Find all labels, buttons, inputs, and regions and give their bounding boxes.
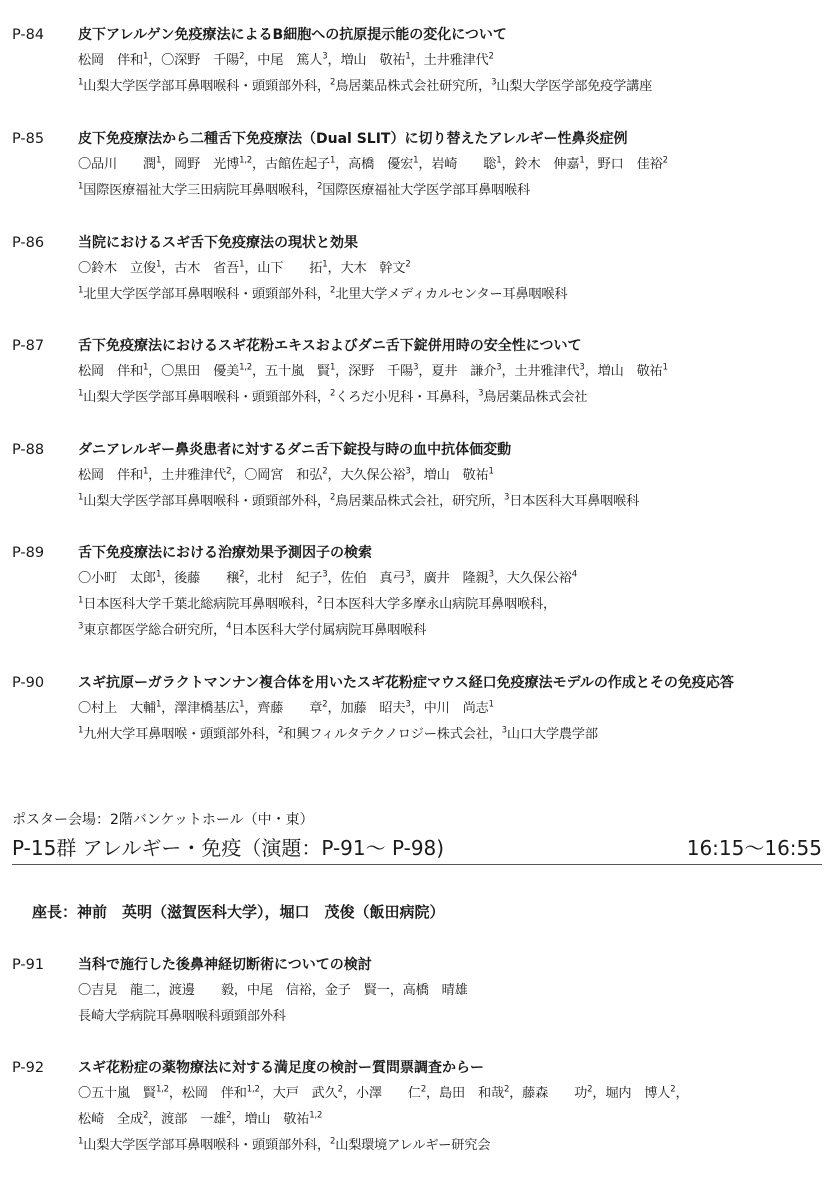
abstract-title: 皮下アレルゲン免疫療法によるB細胞への抗原提示能の変化について: [78, 27, 507, 43]
session-time: 16:15〜16:55: [686, 836, 822, 860]
abstract-title: 当院におけるスギ舌下免疫療法の現状と効果: [78, 235, 358, 251]
text-segment: ，増山 敬祐: [584, 364, 663, 379]
abstract-id: P-92: [12, 1060, 45, 1076]
abstract-authors: [78, 1107, 824, 1133]
abstract-authors: [78, 152, 824, 178]
abstract-affiliations: [78, 1133, 824, 1159]
abstract-authors: [78, 359, 824, 385]
text-segment: ，深野 千陽: [335, 364, 414, 379]
text-segment: 鳥居薬品株式会社研究所，: [335, 79, 492, 94]
text-segment: ，大戸 武久: [259, 1086, 338, 1101]
text-segment: ，小澤 仁: [342, 1086, 421, 1101]
affiliation-marker: 2: [405, 259, 411, 270]
affiliation-marker: 2: [142, 1110, 149, 1121]
affiliation-marker: 1: [78, 595, 84, 606]
affiliation-marker: 3: [413, 362, 419, 373]
text-segment: 山口大学農学部: [506, 727, 598, 742]
text-segment: 日本医科大学付属病院耳鼻咽喉科: [231, 623, 427, 638]
affiliation-marker: 1: [155, 155, 162, 166]
abstract-affiliations: [78, 74, 824, 100]
text-segment: 山梨環境アレルギー研究会: [335, 1138, 491, 1153]
abstract-id: P-90: [12, 675, 45, 691]
text-segment: 日本医科大学多摩永山病院耳鼻咽喉科，: [322, 597, 556, 612]
text-segment: ，堀内 博人: [592, 1086, 671, 1101]
affiliation-marker: 2: [239, 569, 245, 580]
abstract-affiliations: [78, 178, 824, 204]
abstract-body: [78, 126, 824, 204]
affiliation-marker: 1: [155, 699, 162, 710]
text-segment: ，澤津橋基広: [161, 701, 240, 716]
abstract-title: 舌下免疫療法における治療効果予測因子の検索: [78, 545, 372, 561]
text-segment: ，藤森 功: [509, 1086, 588, 1101]
affiliation-marker: 1: [142, 362, 149, 373]
abstract-authors: [78, 48, 824, 74]
affiliation-marker: 1: [78, 492, 84, 503]
abstract-id: P-87: [12, 338, 45, 354]
text-segment: 東京都医学総合研究所，: [83, 623, 227, 638]
text-segment: 〇小町 太郎: [78, 571, 156, 586]
text-segment: ，岩崎 聡: [418, 157, 497, 172]
affiliation-marker: 3: [405, 699, 411, 710]
abstract-title: 皮下免疫療法から二種舌下免疫療法（Dual SLIT）に切り替えたアレルギー性鼻炎症例: [78, 131, 628, 147]
text-segment: ，〇黒田 優美: [148, 364, 240, 379]
affiliation-marker: 2: [322, 699, 328, 710]
text-segment: ，増山 敬祐: [231, 1112, 310, 1127]
text-segment: ，渡部 一雄: [148, 1112, 227, 1127]
text-segment: 鳥居薬品株式会社: [483, 390, 588, 405]
affiliation-marker: 2: [329, 388, 336, 399]
affiliation-marker: 2: [329, 77, 336, 88]
text-segment: ，五十嵐 賢: [252, 364, 330, 379]
affiliation-marker: 1: [405, 51, 411, 62]
text-segment: ，土井雅津代: [410, 53, 489, 68]
affiliation-marker: 3: [322, 51, 328, 62]
affiliation-marker: 1,2: [246, 1084, 260, 1095]
abstract-authors: [78, 256, 824, 282]
text-segment: 松岡 伴和: [78, 53, 143, 68]
text-segment: 〇吉見 龍二，渡邊 毅，中尾 信裕，金子 賢一，高橋 晴雄: [78, 983, 468, 998]
text-segment: ，古木 省吾: [161, 261, 240, 276]
text-segment: ，後藤 穣: [161, 571, 240, 586]
text-segment: ，中川 尚志: [410, 701, 489, 716]
text-segment: ，古館佐起子: [252, 157, 330, 172]
text-segment: 北里大学メディカルセンター耳鼻咽喉科: [335, 287, 568, 302]
affiliation-marker: 1: [322, 259, 328, 270]
affiliation-marker: 1: [413, 155, 419, 166]
affiliation-marker: 4: [226, 621, 232, 632]
affiliation-marker: 2: [420, 1084, 427, 1095]
abstract-authors: [78, 463, 824, 489]
text-segment: 〇村上 大輔: [78, 701, 156, 716]
affiliation-marker: 2: [226, 466, 232, 477]
affiliation-marker: 1: [662, 362, 668, 373]
session-header: [12, 834, 822, 865]
abstract-affiliations: [78, 489, 824, 515]
text-segment: ，佐伯 真弓: [327, 571, 406, 586]
text-segment: 〇鈴木 立俊: [78, 261, 156, 276]
affiliation-marker: 1: [78, 77, 84, 88]
affiliation-marker: 2: [587, 1084, 593, 1095]
affiliation-marker: 1: [78, 1136, 84, 1147]
affiliation-marker: 1: [78, 285, 84, 296]
affiliation-marker: 1: [488, 466, 494, 477]
abstract-affiliations: [78, 385, 824, 411]
affiliation-marker: 2: [488, 51, 494, 62]
affiliation-marker: 3: [501, 725, 507, 736]
text-segment: 〇品川 潤: [78, 157, 156, 172]
text-segment: ，大久保公裕: [493, 571, 572, 586]
abstract-title: 当科で施行した後鼻神経切断術についての検討: [78, 957, 372, 973]
affiliation-marker: 2: [322, 466, 328, 477]
text-segment: 山梨大学医学部免疫学講座: [496, 79, 653, 94]
affiliation-marker: 1: [78, 181, 84, 192]
affiliation-marker: 1,2: [309, 1110, 323, 1121]
text-segment: くろだ小児科・耳鼻科，: [335, 390, 479, 405]
abstract-authors: [78, 592, 824, 618]
affiliation-marker: 1: [579, 155, 585, 166]
text-segment: ，岡野 光博: [161, 157, 240, 172]
abstract-body: [78, 333, 824, 411]
text-segment: ，増山 敬祐: [410, 468, 489, 483]
text-segment: 国際医療福祉大学医学部耳鼻咽喉科: [322, 183, 531, 198]
text-segment: ，土井雅津代: [148, 468, 227, 483]
text-segment: ，島田 和哉: [426, 1086, 504, 1101]
text-segment: 鳥居薬品株式会社，研究所，: [335, 494, 505, 509]
text-segment: 山梨大学医学部耳鼻咽喉科・頭頸部外科，: [83, 1138, 330, 1153]
text-segment: 北里大学医学部耳鼻咽喉科・頭頸部外科，: [83, 287, 330, 302]
abstract-authors: [78, 696, 824, 722]
text-segment: ，土井雅津代: [501, 364, 580, 379]
text-segment: ，野口 佳裕: [584, 157, 663, 172]
affiliation-marker: 2: [239, 51, 245, 62]
text-segment: ，夏井 謙介: [418, 364, 497, 379]
abstract-authors: [78, 978, 824, 1004]
affiliation-marker: 1: [78, 388, 84, 399]
text-segment: 九州大学耳鼻咽喉・頭頸部外科，: [83, 727, 279, 742]
affiliation-marker: 1: [488, 699, 494, 710]
text-segment: 〇五十嵐 賢: [78, 1086, 156, 1101]
affiliation-marker: 3: [78, 621, 84, 632]
affiliation-marker: 1,2: [239, 362, 252, 373]
text-segment: 日本医科大学千葉北総病院耳鼻咽喉科，: [83, 597, 317, 612]
affiliation-marker: 3: [579, 362, 585, 373]
affiliation-marker: 1,2: [239, 155, 253, 166]
text-segment: ，〇岡宮 和弘: [231, 468, 323, 483]
abstract-affiliations: [78, 618, 824, 644]
abstract-id: P-89: [12, 545, 45, 561]
affiliation-marker: 1: [155, 569, 162, 580]
text-segment: 松岡 伴和: [78, 468, 143, 483]
text-segment: 長崎大学病院耳鼻咽喉科頭頸部外科: [78, 1009, 286, 1024]
text-segment: 日本医科大耳鼻咽喉科: [509, 494, 640, 509]
abstract-body: [78, 540, 824, 644]
text-segment: 山梨大学医学部耳鼻咽喉科・頭頸部外科，: [83, 494, 330, 509]
abstract-id: P-88: [12, 442, 45, 458]
text-segment: ，大久保公裕: [327, 468, 406, 483]
affiliation-marker: 4: [571, 569, 577, 580]
abstract-title: スギ抗原ーガラクトマンナン複合体を用いたスギ花粉症マウス経口免疫療法モデルの作成とその免疫応答: [78, 675, 734, 691]
affiliation-marker: 2: [317, 595, 323, 606]
text-segment: ，松岡 伴和: [168, 1086, 247, 1101]
abstract-body: [78, 230, 824, 308]
abstract-body: [78, 1055, 824, 1159]
abstract-body: [78, 437, 824, 515]
affiliation-marker: 3: [478, 388, 484, 399]
abstract-affiliations: [78, 282, 824, 308]
affiliation-marker: 1: [239, 259, 245, 270]
abstract-body: [78, 952, 824, 1030]
affiliation-marker: 3: [405, 569, 411, 580]
text-segment: 松崎 全成: [78, 1112, 143, 1127]
text-segment: ，山下 拓: [244, 261, 323, 276]
abstract-id: P-85: [12, 131, 45, 147]
affiliation-marker: 1: [142, 51, 149, 62]
affiliation-marker: 2: [278, 725, 284, 736]
abstract-title: ダニアレルギー鼻炎患者に対するダニ舌下錠投与時の血中抗体価変動: [78, 442, 512, 458]
abstract-title: スギ花粉症の薬物療法に対する満足度の検討ー質問票調査からー: [78, 1060, 484, 1076]
affiliation-marker: 2: [503, 1084, 510, 1095]
affiliation-marker: 2: [329, 285, 336, 296]
text-segment: ，鈴木 伸嘉: [501, 157, 580, 172]
affiliation-marker: 3: [496, 362, 502, 373]
abstract-authors: [78, 566, 824, 592]
affiliation-marker: 1: [329, 155, 336, 166]
affiliation-marker: 1: [155, 259, 162, 270]
text-segment: ，齊藤 章: [244, 701, 323, 716]
abstract-title: 舌下免疫療法におけるスギ花粉エキスおよびダニ舌下錠併用時の安全性について: [78, 338, 582, 354]
text-segment: ，加藤 昭夫: [327, 701, 406, 716]
abstract-id: P-86: [12, 235, 45, 251]
abstract-affiliations: [78, 722, 824, 748]
abstract-body: [78, 670, 824, 748]
text-segment: 松岡 伴和: [78, 364, 143, 379]
abstract-body: [78, 22, 824, 100]
abstract-authors: [78, 1081, 824, 1107]
affiliation-marker: 2: [329, 1136, 336, 1147]
abstract-id: P-91: [12, 957, 45, 973]
affiliation-marker: 1,2: [155, 1084, 169, 1095]
text-segment: 山梨大学医学部耳鼻咽喉科・頭頸部外科，: [83, 79, 330, 94]
text-segment: 和興フィルタテクノロジー株式会社，: [283, 727, 502, 742]
affiliation-marker: 3: [488, 569, 494, 580]
affiliation-marker: 1: [142, 466, 149, 477]
poster-venue: ポスター会場：2階バンケットホール（中・東）: [12, 812, 314, 828]
affiliation-marker: 2: [337, 1084, 343, 1095]
text-segment: ，: [675, 1086, 689, 1101]
affiliation-marker: 2: [670, 1084, 676, 1095]
text-segment: ，中尾 篤人: [244, 53, 323, 68]
affiliation-marker: 2: [317, 181, 323, 192]
text-segment: ，廣井 隆親: [410, 571, 489, 586]
affiliation-marker: 1: [496, 155, 502, 166]
text-segment: ，増山 敬祐: [327, 53, 406, 68]
text-segment: 山梨大学医学部耳鼻咽喉科・頭頸部外科，: [83, 390, 330, 405]
session-chairs: 座長：神前 英明（滋賀医科大学），堀口 茂俊（飯田病院）: [32, 903, 445, 921]
affiliation-marker: 3: [491, 77, 497, 88]
affiliation-marker: 2: [226, 1110, 232, 1121]
affiliation-marker: 1: [78, 725, 84, 736]
affiliation-marker: 3: [405, 466, 411, 477]
text-segment: ，北村 紀子: [244, 571, 323, 586]
affiliation-marker: 3: [504, 492, 510, 503]
affiliation-marker: 3: [322, 569, 328, 580]
session-title: P-15群 アレルギー・免疫（演題：P-91〜 P-98): [12, 836, 445, 860]
abstract-id: P-84: [12, 27, 45, 43]
text-segment: ，大木 幹文: [327, 261, 406, 276]
affiliation-marker: 2: [329, 492, 336, 503]
text-segment: ，〇深野 千陽: [148, 53, 240, 68]
affiliation-marker: 2: [662, 155, 668, 166]
abstract-affiliations: [78, 1004, 824, 1030]
affiliation-marker: 1: [239, 699, 245, 710]
text-segment: ，高橋 優宏: [335, 157, 414, 172]
text-segment: 国際医療福祉大学三田病院耳鼻咽喉科，: [83, 183, 317, 198]
affiliation-marker: 1: [329, 362, 336, 373]
